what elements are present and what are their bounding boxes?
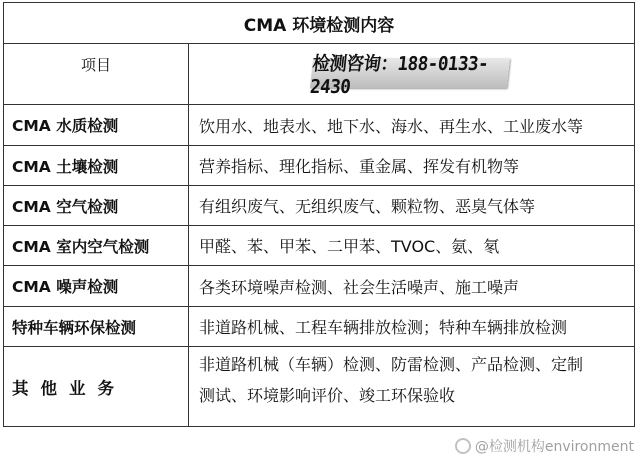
row-label: CMA 噪声检测 bbox=[4, 266, 189, 306]
row-content bbox=[189, 347, 634, 426]
table-row bbox=[4, 307, 634, 347]
row-content: 营养指标、理化指标、重金属、挥发有机物等 bbox=[199, 157, 520, 176]
table-row bbox=[4, 347, 634, 426]
watermark-text: @检测机构environment bbox=[474, 439, 634, 455]
row-content-line: 非道路机械（车辆）检测、防雷检测、产品检测、定制 bbox=[199, 355, 584, 374]
row-label: CMA 空气检测 bbox=[4, 186, 189, 225]
row-content: 各类环境噪声检测、社会生活噪声、施工噪声 bbox=[199, 277, 520, 297]
row-content-line: 测试、环境影响评价、竣工环保验收 bbox=[199, 386, 456, 406]
item-column-header: 项目 bbox=[4, 44, 189, 104]
row-label: CMA 土壤检测 bbox=[4, 146, 189, 185]
row-label: CMA 室内空气检测 bbox=[4, 226, 189, 265]
table-row bbox=[4, 146, 634, 186]
row-label: 其他业务 bbox=[4, 347, 189, 426]
table-row bbox=[4, 186, 634, 226]
hotline-banner: 检测咨询：188-0133-2430 bbox=[310, 58, 510, 88]
table-row bbox=[4, 226, 634, 266]
row-content: 甲醛、苯、甲苯、二甲苯、TVOC、氨、氡 bbox=[199, 237, 500, 256]
table-title: CMA 环境检测内容 bbox=[4, 3, 634, 44]
table-row bbox=[4, 105, 634, 146]
row-content: 非道路机械、工程车辆排放检测；特种车辆排放检测 bbox=[199, 318, 568, 337]
row-label: CMA 水质检测 bbox=[4, 105, 189, 145]
table-row bbox=[4, 266, 634, 307]
row-label: 特种车辆环保检测 bbox=[4, 307, 189, 346]
row-content: 有组织废气、无组织废气、颗粒物、恶臭气体等 bbox=[199, 197, 536, 216]
row-content: 饮用水、地表水、地下水、海水、再生水、工业废水等 bbox=[199, 116, 584, 136]
watermark-logo-icon bbox=[455, 438, 471, 454]
watermark bbox=[455, 436, 634, 456]
